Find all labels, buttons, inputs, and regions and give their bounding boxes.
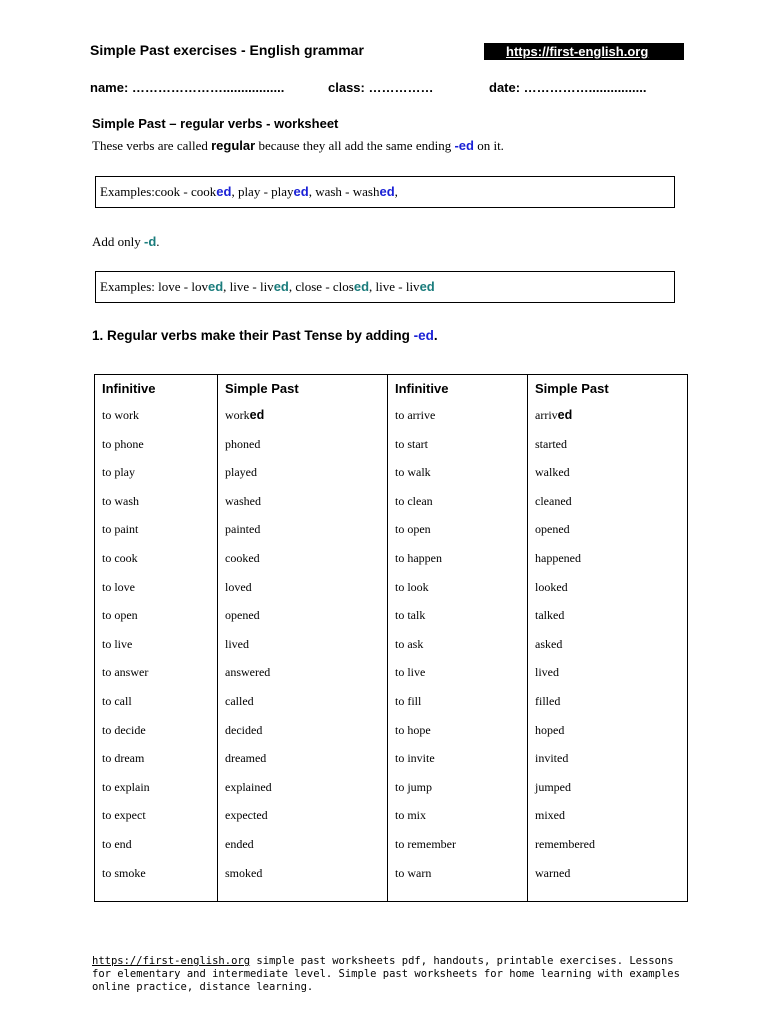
- examples-box-ed: [95, 176, 675, 208]
- infinitive-cell: to jump: [395, 779, 433, 794]
- footer-link[interactable]: https://first-english.org: [92, 955, 251, 967]
- column-header: Infinitive: [102, 381, 156, 396]
- simple-past-cell: jumped: [535, 779, 571, 794]
- simple-past-cell: dreamed: [225, 751, 267, 766]
- simple-past-cell: ended: [225, 837, 254, 851]
- footer-text: simple past worksheets pdf, handouts, printable exercises. Lessons for elementary and intermediate level. Simple past worksheets for home learning with examples online practice, distance learning.: [92, 955, 680, 993]
- infinitive-cell: to look: [395, 579, 429, 594]
- simple-past-cell: opened: [535, 522, 570, 537]
- infinitive-cell: to mix: [395, 808, 427, 823]
- simple-past-cell: arrived: [535, 408, 573, 422]
- column-divider: [217, 375, 218, 901]
- infinitive-cell: to wash: [102, 493, 139, 508]
- column-divider: [387, 375, 388, 901]
- infinitive-cell: to clean: [395, 493, 433, 508]
- simple-past-cell: expected: [225, 808, 268, 823]
- infinitive-cell: to play: [102, 465, 135, 480]
- simple-past-cell: hoped: [535, 722, 565, 737]
- infinitive-cell: to love: [102, 579, 135, 594]
- infinitive-cell: to happen: [395, 551, 442, 565]
- infinitive-cell: to expect: [102, 808, 146, 823]
- simple-past-cell: opened: [225, 608, 260, 623]
- infinitive-cell: to ask: [395, 636, 424, 651]
- infinitive-cell: to end: [102, 837, 132, 851]
- simple-past-cell: painted: [225, 522, 261, 537]
- simple-past-cell: cleaned: [535, 493, 572, 508]
- intro-ending: -ed: [454, 138, 474, 153]
- infinitive-cell: to warn: [395, 865, 432, 880]
- simple-past-cell: invited: [535, 751, 569, 766]
- simple-past-cell: answered: [225, 665, 271, 680]
- infinitive-cell: to fill: [395, 694, 422, 708]
- simple-past-cell: loved: [225, 579, 252, 594]
- document-title: Simple Past exercises - English grammar: [90, 42, 364, 58]
- column-header: Simple Past: [225, 381, 299, 396]
- example-item: wash - washed,: [315, 184, 398, 199]
- simple-past-cell: phoned: [225, 436, 261, 451]
- infinitive-cell: to smoke: [102, 865, 146, 880]
- example-item: live - lived,: [229, 279, 296, 294]
- infinitive-cell: to open: [395, 522, 431, 537]
- intro-paragraph: [92, 138, 504, 154]
- infinitive-cell: to live: [102, 636, 133, 651]
- infinitive-cell: to phone: [102, 436, 144, 451]
- infinitive-cell: to hope: [395, 722, 431, 737]
- example-item: love - loved,: [158, 279, 230, 294]
- infinitive-cell: to talk: [395, 608, 426, 623]
- task-heading: 1. Regular verbs make their Past Tense by adding -ed.: [92, 328, 438, 343]
- intro-mid: because they all add the same ending: [255, 138, 455, 153]
- infinitive-cell: to start: [395, 436, 428, 451]
- simple-past-cell: worked: [225, 408, 265, 422]
- simple-past-cell: cooked: [225, 551, 260, 565]
- column-divider: [527, 375, 528, 901]
- infinitive-cell: to invite: [395, 751, 435, 766]
- infinitive-cell: to open: [102, 608, 138, 623]
- infinitive-cell: to live: [395, 665, 426, 680]
- simple-past-cell: talked: [535, 608, 565, 623]
- add-only-note: Add only -d.: [92, 234, 160, 249]
- infinitive-cell: to arrive: [395, 408, 436, 422]
- infinitive-cell: to call: [102, 694, 132, 708]
- simple-past-cell: called: [225, 694, 254, 708]
- infinitive-cell: to walk: [395, 465, 431, 480]
- intro-pre: These verbs are called: [92, 138, 212, 153]
- simple-past-cell: smoked: [225, 865, 263, 880]
- examples-lead: Examples:: [100, 184, 155, 199]
- simple-past-cell: warned: [535, 865, 571, 880]
- infinitive-cell: to answer: [102, 665, 149, 680]
- example-item: cook - cooked,: [154, 184, 238, 199]
- simple-past-cell: lived: [225, 636, 249, 651]
- infinitive-cell: to dream: [102, 751, 145, 766]
- section-title: Simple Past – regular verbs - worksheet: [92, 116, 339, 131]
- infinitive-cell: to cook: [102, 551, 138, 565]
- simple-past-cell: mixed: [535, 808, 565, 823]
- intro-bold: regular: [211, 138, 256, 153]
- simple-past-cell: looked: [535, 579, 568, 594]
- simple-past-cell: walked: [535, 465, 570, 480]
- simple-past-cell: explained: [225, 779, 272, 794]
- example-item: live - lived: [375, 279, 435, 294]
- simple-past-cell: started: [535, 436, 567, 451]
- footer-note: [92, 955, 692, 994]
- site-url-link[interactable]: https://first-english.org: [484, 43, 684, 60]
- name-field-label: name: ………………….................: [90, 80, 285, 95]
- simple-past-cell: played: [225, 465, 257, 480]
- class-field-label: class: ……………: [328, 80, 434, 95]
- infinitive-cell: to explain: [102, 779, 150, 794]
- infinitive-cell: to work: [102, 408, 139, 422]
- column-header: Infinitive: [395, 381, 449, 396]
- simple-past-cell: asked: [535, 636, 563, 651]
- date-field-label: date: ……………................: [489, 80, 647, 95]
- simple-past-cell: happened: [535, 551, 581, 565]
- infinitive-cell: to paint: [102, 522, 139, 537]
- column-header: Simple Past: [535, 381, 609, 396]
- infinitive-cell: to remember: [395, 837, 456, 851]
- simple-past-cell: decided: [225, 722, 263, 737]
- simple-past-cell: filled: [535, 694, 561, 708]
- example-item: close - closed,: [295, 279, 376, 294]
- simple-past-cell: remembered: [535, 837, 595, 851]
- examples-lead: Examples:: [100, 279, 159, 294]
- intro-post: on it.: [473, 138, 504, 153]
- infinitive-cell: to decide: [102, 722, 146, 737]
- examples-box-d: [95, 271, 675, 303]
- simple-past-cell: washed: [225, 493, 261, 508]
- verb-table: [94, 374, 688, 902]
- simple-past-cell: lived: [535, 665, 559, 680]
- example-item: play - played,: [237, 184, 316, 199]
